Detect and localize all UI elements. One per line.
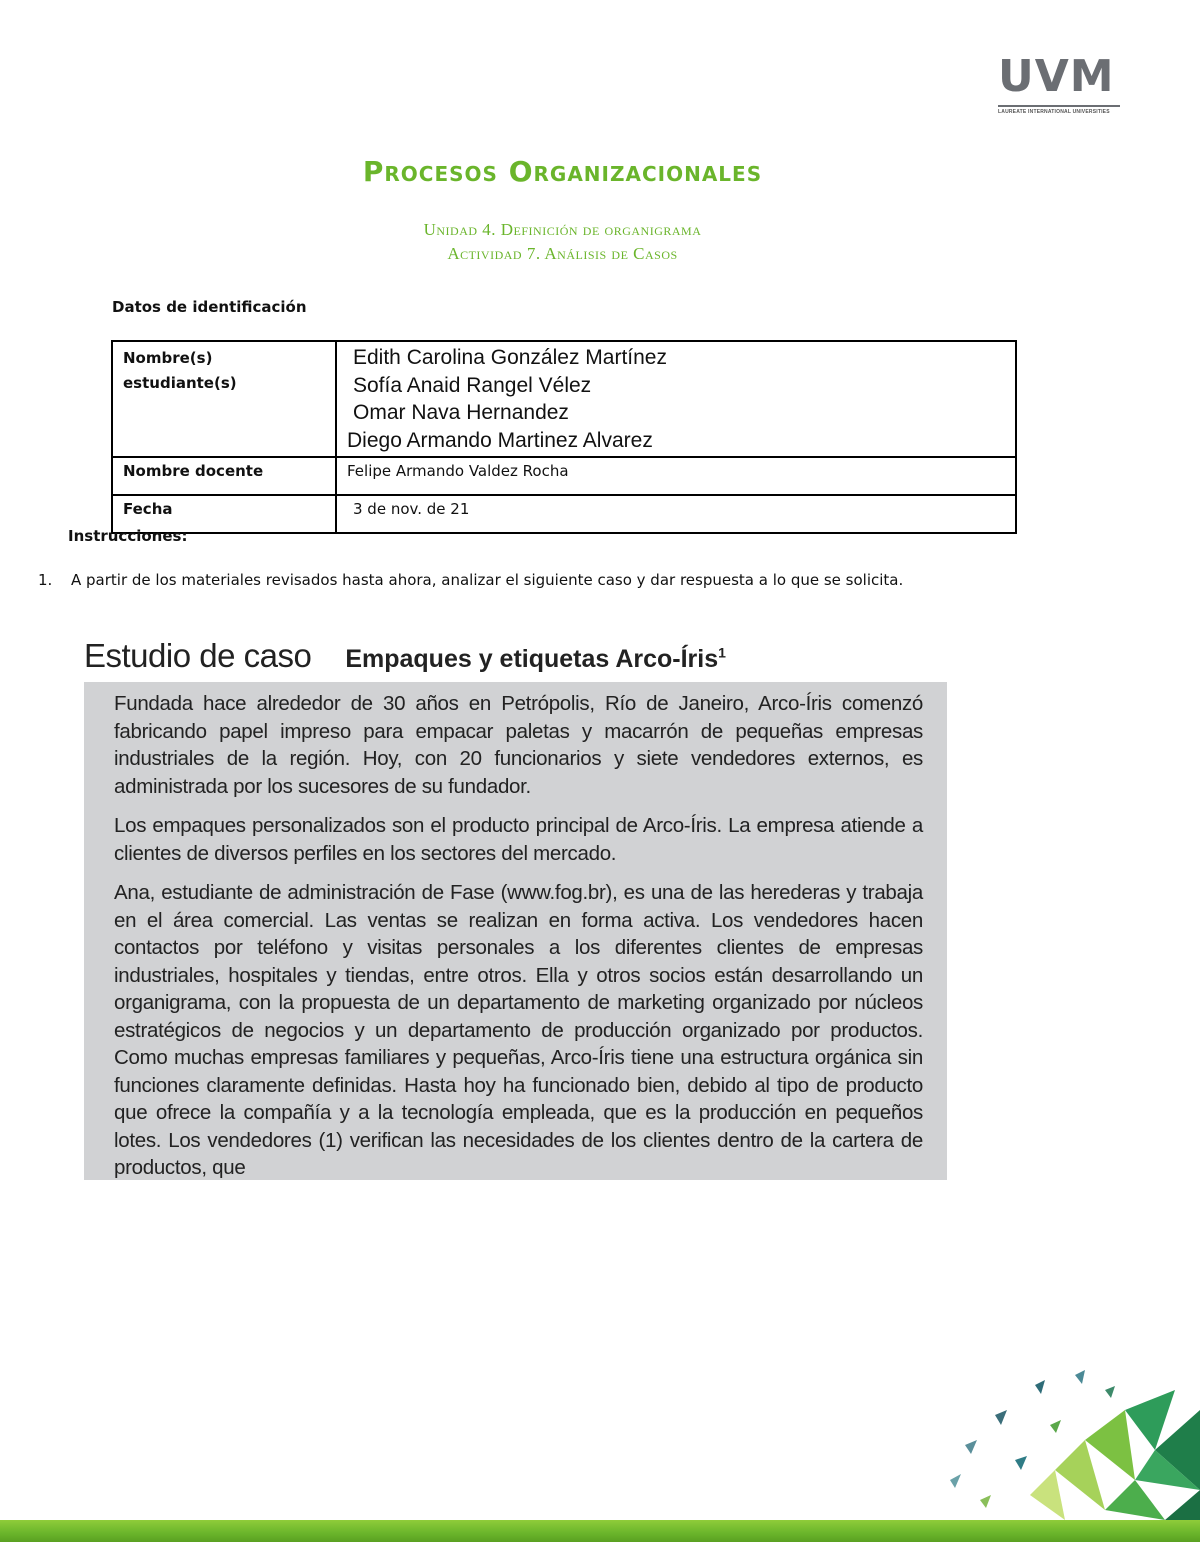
case-heading-label: Estudio de caso <box>84 637 312 674</box>
footnote-mark: 1 <box>718 644 726 661</box>
student-name: Edith Carolina González Martínez <box>353 346 667 369</box>
instruction-item <box>38 571 903 589</box>
case-text-box <box>84 682 947 1180</box>
case-paragraph: Ana, estudiante de administración de Fase (www.fog.br), es una de las herederas y trabaja en el área comercial. Las ventas se realizan en forma activa. Los vendedores hacen contactos por teléfono y visitas personales a los diferentes clientes de empresas industriales, hospitales y tiendas, entre otros. Ella y otros socios están desarrollando un organigrama, con la propuesta de un departamento de marketing organizado por núcleos estratégicos de negocios y un departamento de producción organizado por productos. Como muchas empresas familiares y pequeñas, Arco-Íris tiene una estructura orgánica sin funciones claramente definidas. Hasta hoy ha funcionado bien, debido al tipo de producto que ofrece la compañía y a la tecnología empleada, que es la producción en pequeños lotes. Los vendedores (1) verifican las necesidades de los clientes dentro de la cartera de productos, que <box>114 881 923 1179</box>
case-title-text: Empaques y etiquetas Arco-Íris <box>345 645 719 673</box>
date-value: 3 de nov. de 21 <box>336 495 1016 533</box>
case-heading <box>84 637 726 675</box>
students-row <box>112 341 1016 457</box>
instruction-number: 1. <box>38 571 53 589</box>
unit-subtitle: Unidad 4. Definición de organigrama <box>423 220 702 239</box>
instructions-label: Instrucciones: <box>68 527 188 545</box>
identification-table <box>111 340 1017 534</box>
teacher-row <box>112 457 1016 495</box>
students-label-line2: estudiante(s) <box>123 374 237 392</box>
uvm-logo <box>998 51 1123 115</box>
case-paragraph: Fundada hace alrededor de 30 años en Petrópolis, Río de Janeiro, Arco-Íris comenzó fabricando papel impreso para empacar paletas y macarrón de pequeñas empresas industriales de la región. Hoy, con 20 funcionarios y siete vendedores externos, es administrada por los sucesores de su fundador. <box>114 692 923 798</box>
bottom-green-bar <box>0 1520 1200 1542</box>
activity-subtitle: Actividad 7. Análisis de Casos <box>447 244 678 263</box>
student-name: Sofía Anaid Rangel Vélez <box>353 373 592 397</box>
case-paragraph: Los empaques personalizados son el producto principal de Arco-Íris. La empresa atiende a clientes de diversos perfiles en los sectores del mercado. <box>114 814 923 865</box>
logo-divider <box>998 105 1120 107</box>
students-label-cell <box>112 341 336 457</box>
student-name: Omar Nava Hernandez <box>353 401 569 424</box>
decorative-triangles <box>935 1370 1200 1530</box>
student-name: Diego Armando Martinez Alvarez <box>347 428 653 452</box>
instruction-text: A partir de los materiales revisados hasta ahora, analizar el siguiente caso y dar respuesta a lo que se solicita. <box>71 571 904 589</box>
teacher-label: Nombre docente <box>112 457 336 495</box>
teacher-value: Felipe Armando Valdez Rocha <box>336 457 1016 495</box>
case-title <box>345 645 726 673</box>
date-row <box>112 495 1016 533</box>
date-label: Fecha <box>112 495 336 533</box>
logo-subtitle: LAUREATE INTERNATIONAL UNIVERSITIES <box>998 109 1110 115</box>
id-section-label: Datos de identificación <box>112 298 307 316</box>
logo-text: UVM <box>998 51 1115 102</box>
document-title: Procesos Organizacionales <box>362 155 763 188</box>
students-label-line1: Nombre(s) <box>123 349 213 367</box>
students-value-cell <box>336 341 1016 457</box>
